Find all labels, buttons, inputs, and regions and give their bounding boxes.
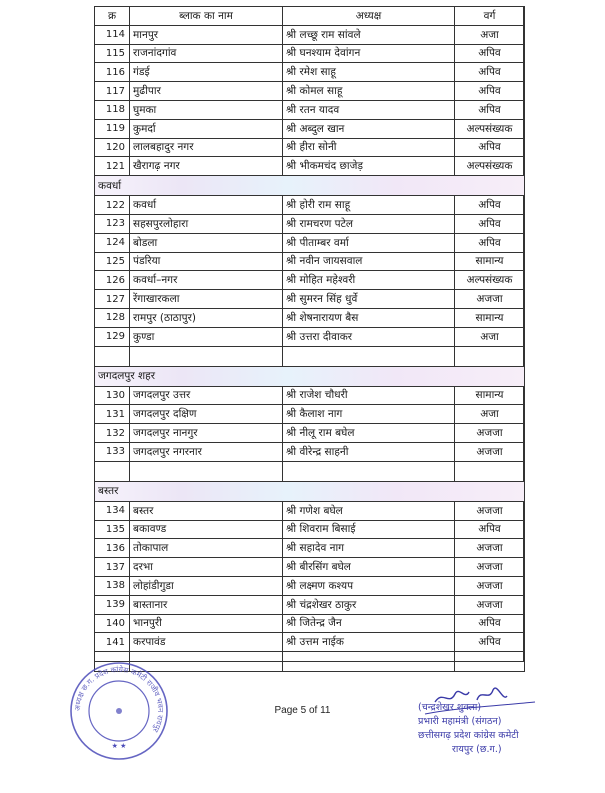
- table-row: [95, 214, 525, 233]
- block-name: कुण्डा: [130, 327, 283, 346]
- category: अजजा: [455, 576, 525, 595]
- president-name: श्री रामचरण पटेल: [283, 214, 455, 233]
- table-row: [95, 308, 525, 327]
- category: अजजा: [455, 290, 525, 309]
- category: अजजा: [455, 539, 525, 558]
- category: अपिव: [455, 63, 525, 82]
- table-row: [95, 327, 525, 346]
- president-name: श्री सुमरन सिंह धुर्वे: [283, 290, 455, 309]
- block-name: गंडई: [130, 63, 283, 82]
- row-number: 136: [95, 539, 130, 558]
- table-row: [95, 290, 525, 309]
- section-title: जगदलपुर शहर: [95, 366, 525, 386]
- table-row: [95, 82, 525, 101]
- block-name: मुढीपार: [130, 82, 283, 101]
- table-row: [95, 100, 525, 119]
- president-name: श्री मोहित महेश्वरी: [283, 271, 455, 290]
- president-name: श्री कोमल साहू: [283, 82, 455, 101]
- table-row: [95, 44, 525, 63]
- president-name: श्री पीताम्बर वर्मा: [283, 233, 455, 252]
- category: अजा: [455, 405, 525, 424]
- block-name: कवर्धा–नगर: [130, 271, 283, 290]
- table-row: [95, 539, 525, 558]
- block-name: राजनांदगांव: [130, 44, 283, 63]
- page-number: Page 5 of 11: [274, 705, 331, 716]
- category: अजजा: [455, 595, 525, 614]
- table-row: [95, 442, 525, 461]
- president-name: श्री उत्तम नाईक: [283, 633, 455, 652]
- signatory-role: प्रभारी महामंत्री (संगठन): [418, 716, 502, 727]
- block-president-table: [94, 6, 525, 672]
- block-name: करपावंड: [130, 633, 283, 652]
- header-block: ब्लाक का नाम: [130, 7, 283, 26]
- block-name: लालबहादुर नगर: [130, 138, 283, 157]
- table-row: [95, 614, 525, 633]
- row-number: 137: [95, 558, 130, 577]
- president-name: श्री उत्तरा दीवाकर: [283, 327, 455, 346]
- row-number: 115: [95, 44, 130, 63]
- category: अजजा: [455, 558, 525, 577]
- row-number: 124: [95, 233, 130, 252]
- category: अल्पसंख्यक: [455, 157, 525, 176]
- block-name: लोहांडीगुडा: [130, 576, 283, 595]
- category: सामान्य: [455, 308, 525, 327]
- president-name: श्री शेषनारायण बैस: [283, 308, 455, 327]
- president-name: श्री राजेश चौधरी: [283, 386, 455, 405]
- row-number: 140: [95, 614, 130, 633]
- row-number: 133: [95, 442, 130, 461]
- block-name: जगदलपुर नगरनार: [130, 442, 283, 461]
- president-name: श्री सहादेव नाग: [283, 539, 455, 558]
- signatory-name: (चन्द्रशेखर शुक्ला): [418, 702, 482, 713]
- block-name: पंडरिया: [130, 252, 283, 271]
- table-row: [95, 558, 525, 577]
- header-president: अध्यक्ष: [283, 7, 455, 26]
- category: अपिव: [455, 214, 525, 233]
- row-number: 130: [95, 386, 130, 405]
- category: सामान्य: [455, 252, 525, 271]
- table-row: [95, 119, 525, 138]
- section-title: कवर्धा: [95, 176, 525, 196]
- row-number: 120: [95, 138, 130, 157]
- row-number: 134: [95, 501, 130, 520]
- president-name: श्री वीरेन्द्र साहनी: [283, 442, 455, 461]
- category: अजजा: [455, 424, 525, 443]
- table-row: [95, 595, 525, 614]
- table-row: [95, 233, 525, 252]
- block-name: कुमर्दा: [130, 119, 283, 138]
- block-name: बस्तर: [130, 501, 283, 520]
- category: अपिव: [455, 44, 525, 63]
- table-row: [95, 157, 525, 176]
- category: अजा: [455, 25, 525, 44]
- header-category: वर्ग: [455, 7, 525, 26]
- table-row: [95, 424, 525, 443]
- category: अपिव: [455, 196, 525, 215]
- president-name: श्री चंद्रशेखर ठाकुर: [283, 595, 455, 614]
- row-number: 125: [95, 252, 130, 271]
- header-no: क्र: [95, 7, 130, 26]
- row-number: 129: [95, 327, 130, 346]
- president-name: श्री गणेश बघेल: [283, 501, 455, 520]
- row-number: 118: [95, 100, 130, 119]
- category: अजजा: [455, 442, 525, 461]
- svg-text:अध्यक्ष छ.ग. प्रदेश कांग्रेस क: अध्यक्ष छ.ग. प्रदेश कांग्रेस कमेटी राजीव भवन रायपुर: [72, 664, 166, 734]
- category: अपिव: [455, 520, 525, 539]
- president-name: श्री शिवराम बिसाई: [283, 520, 455, 539]
- category: अपिव: [455, 614, 525, 633]
- president-name: श्री लक्ष्मण कश्यप: [283, 576, 455, 595]
- table-row: [95, 63, 525, 82]
- section-bastar: [95, 481, 525, 501]
- table-row: [95, 271, 525, 290]
- table-row: [95, 576, 525, 595]
- block-name: रामपुर (ठाठापुर): [130, 308, 283, 327]
- president-name: श्री जितेन्द्र जैन: [283, 614, 455, 633]
- block-name: कवर्धा: [130, 196, 283, 215]
- block-name: जगदलपुर नानगुर: [130, 424, 283, 443]
- block-name: घुमका: [130, 100, 283, 119]
- table-body: [95, 25, 525, 671]
- president-name: श्री घनश्याम देवांगन: [283, 44, 455, 63]
- row-number: 131: [95, 405, 130, 424]
- row-number: 126: [95, 271, 130, 290]
- table-row: [95, 633, 525, 652]
- empty-row: [95, 461, 525, 481]
- category: सामान्य: [455, 386, 525, 405]
- table-row: [95, 25, 525, 44]
- row-number: 116: [95, 63, 130, 82]
- row-number: 127: [95, 290, 130, 309]
- category: अजा: [455, 327, 525, 346]
- row-number: 121: [95, 157, 130, 176]
- block-name: बोडला: [130, 233, 283, 252]
- category: अपिव: [455, 633, 525, 652]
- category: अल्पसंख्यक: [455, 119, 525, 138]
- president-name: श्री बीरसिंग बघेल: [283, 558, 455, 577]
- block-name: बास्तानार: [130, 595, 283, 614]
- president-name: श्री अब्दुल खान: [283, 119, 455, 138]
- empty-row: [95, 346, 525, 366]
- block-name: दरभा: [130, 558, 283, 577]
- block-name: जगदलपुर दक्षिण: [130, 405, 283, 424]
- table-row: [95, 196, 525, 215]
- row-number: 132: [95, 424, 130, 443]
- president-name: श्री हीरा सोनी: [283, 138, 455, 157]
- category: अजजा: [455, 501, 525, 520]
- signatory-city: रायपुर (छ.ग.): [452, 744, 502, 755]
- category: अल्पसंख्यक: [455, 271, 525, 290]
- signatory-org: छत्तीसगढ़ प्रदेश कांग्रेस कमेटी: [418, 730, 519, 741]
- row-number: 114: [95, 25, 130, 44]
- section-jagdalpur: [95, 366, 525, 386]
- row-number: 138: [95, 576, 130, 595]
- table-header: [95, 7, 525, 26]
- block-name: बकावण्ड: [130, 520, 283, 539]
- president-name: श्री लच्छू राम सांवले: [283, 25, 455, 44]
- block-name: भानपुरी: [130, 614, 283, 633]
- president-name: श्री कैलाश नाग: [283, 405, 455, 424]
- category: अपिव: [455, 138, 525, 157]
- table-row: [95, 405, 525, 424]
- section-kawardha: [95, 176, 525, 196]
- table-row: [95, 520, 525, 539]
- president-name: श्री नीलू राम बघेल: [283, 424, 455, 443]
- category: अपिव: [455, 82, 525, 101]
- section-title: बस्तर: [95, 481, 525, 501]
- block-name: सहसपुरलोहारा: [130, 214, 283, 233]
- block-name: जगदलपुर उत्तर: [130, 386, 283, 405]
- president-name: श्री रमेश साहू: [283, 63, 455, 82]
- row-number: 117: [95, 82, 130, 101]
- row-number: 139: [95, 595, 130, 614]
- president-name: श्री रतन यादव: [283, 100, 455, 119]
- president-name: श्री नवीन जायसवाल: [283, 252, 455, 271]
- block-name: मानपुर: [130, 25, 283, 44]
- president-name: श्री होरी राम साहू: [283, 196, 455, 215]
- row-number: 141: [95, 633, 130, 652]
- president-name: श्री भीकमचंद छाजेड़: [283, 157, 455, 176]
- table-row: [95, 386, 525, 405]
- table-row: [95, 252, 525, 271]
- block-name: तोकापाल: [130, 539, 283, 558]
- row-number: 122: [95, 196, 130, 215]
- office-seal: [68, 660, 170, 762]
- svg-text:★ ★: ★ ★: [111, 742, 127, 750]
- block-name: रेंगाखारकला: [130, 290, 283, 309]
- block-name: खैरागढ़ नगर: [130, 157, 283, 176]
- row-number: 135: [95, 520, 130, 539]
- category: अपिव: [455, 233, 525, 252]
- table-row: [95, 138, 525, 157]
- row-number: 123: [95, 214, 130, 233]
- row-number: 119: [95, 119, 130, 138]
- row-number: 128: [95, 308, 130, 327]
- category: अपिव: [455, 100, 525, 119]
- table-row: [95, 501, 525, 520]
